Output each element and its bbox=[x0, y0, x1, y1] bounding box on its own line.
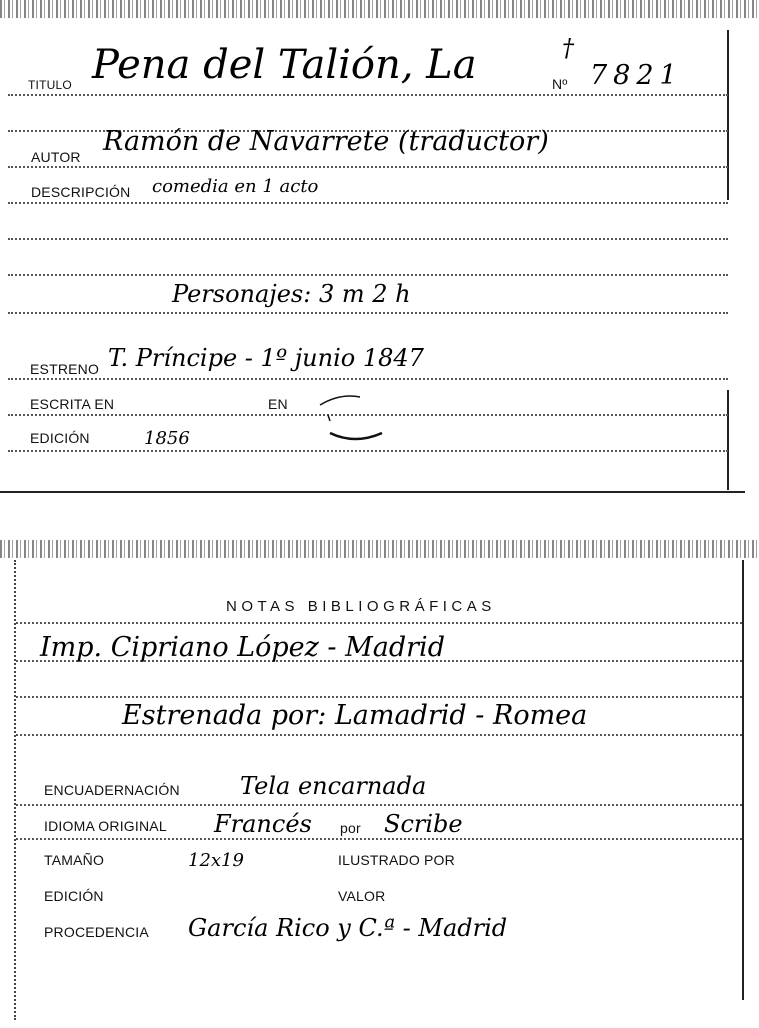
dotted-line bbox=[8, 94, 728, 96]
idioma-value: Francés bbox=[214, 810, 312, 838]
encuadernacion-value: Tela encarnada bbox=[240, 772, 427, 800]
ilustrado-label: ILUSTRADO POR bbox=[338, 852, 455, 868]
dotted-line bbox=[16, 838, 742, 840]
titulo-value: Pena del Talión, La bbox=[92, 42, 477, 88]
encuadernacion-label: ENCUADERNACIÓN bbox=[44, 782, 180, 798]
catalog-card-bottom bbox=[0, 540, 759, 1028]
valor-label: VALOR bbox=[338, 888, 386, 904]
numero-mark: † bbox=[562, 34, 574, 62]
nota-2: Estrenada por: Lamadrid - Romea bbox=[122, 700, 588, 731]
edicion-label: EDICIÓN bbox=[30, 430, 90, 446]
dotted-line bbox=[16, 622, 742, 624]
card-bottom-border bbox=[0, 491, 745, 493]
card-right-border bbox=[727, 30, 729, 200]
edicion-value: 1856 bbox=[144, 428, 190, 449]
descripcion-value: comedia en 1 acto bbox=[152, 176, 319, 197]
catalog-card-top bbox=[0, 0, 759, 492]
dotted-line bbox=[8, 312, 728, 314]
numero-value: 7821 bbox=[590, 60, 683, 91]
en-label: EN bbox=[268, 396, 288, 412]
idioma-label: IDIOMA ORIGINAL bbox=[44, 818, 167, 834]
dotted-line bbox=[8, 378, 728, 380]
pen-scribble bbox=[300, 385, 390, 445]
notas-heading: NOTAS BIBLIOGRÁFICAS bbox=[226, 598, 496, 615]
tamano-value: 12x19 bbox=[188, 850, 244, 871]
card-left-border bbox=[14, 560, 16, 1020]
titulo-label: TITULO bbox=[28, 78, 72, 92]
dotted-line bbox=[16, 804, 742, 806]
dotted-line bbox=[8, 274, 728, 276]
idioma-por: por bbox=[340, 820, 361, 836]
dotted-line bbox=[16, 734, 742, 736]
autor-label: AUTOR bbox=[31, 149, 81, 165]
dotted-line bbox=[8, 166, 728, 168]
idioma-autor: Scribe bbox=[384, 810, 463, 838]
card-right-border bbox=[742, 560, 744, 1000]
estreno-label: ESTRENO bbox=[30, 361, 100, 377]
card-right-border-lower bbox=[727, 390, 729, 490]
estreno-value: T. Príncipe - 1º junio 1847 bbox=[108, 344, 424, 372]
nota-1: Imp. Cipriano López - Madrid bbox=[40, 632, 445, 663]
escrita-en-label: ESCRITA EN bbox=[30, 396, 115, 412]
edicion-label: EDICIÓN bbox=[44, 888, 104, 904]
dotted-line bbox=[16, 696, 742, 698]
autor-value: Ramón de Navarrete (traductor) bbox=[103, 126, 549, 157]
descripcion-label: DESCRIPCIÓN bbox=[31, 184, 131, 200]
procedencia-value: García Rico y C.ª - Madrid bbox=[188, 914, 508, 942]
numero-label: Nº bbox=[552, 76, 568, 92]
personajes-value: Personajes: 3 m 2 h bbox=[172, 280, 411, 308]
dotted-line bbox=[8, 450, 728, 452]
tamano-label: TAMAÑO bbox=[44, 852, 105, 868]
dotted-line bbox=[8, 202, 728, 204]
dotted-line bbox=[8, 238, 728, 240]
procedencia-label: PROCEDENCIA bbox=[44, 924, 149, 940]
